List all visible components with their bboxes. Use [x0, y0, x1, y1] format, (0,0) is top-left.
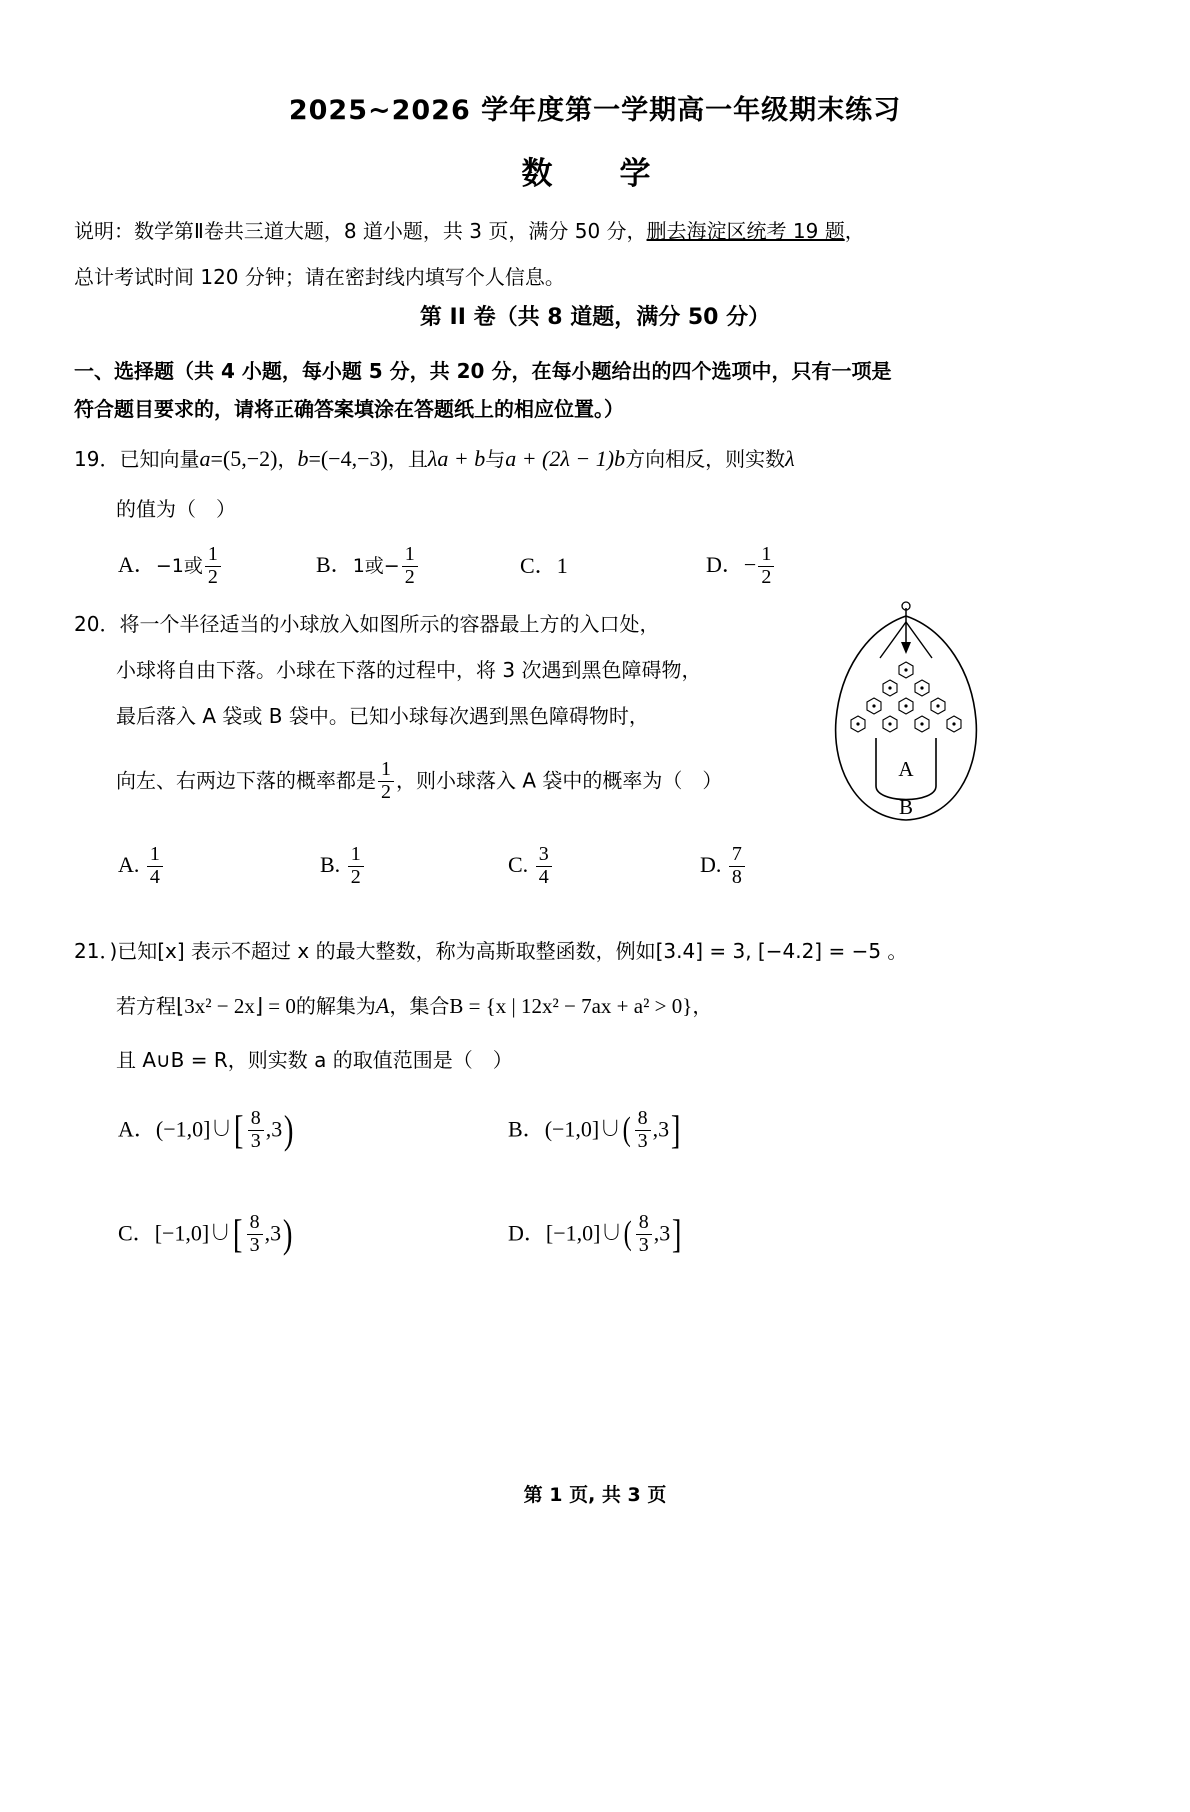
question-21-stem-line-1	[74, 935, 907, 964]
question-19-option-a[interactable]	[118, 545, 223, 589]
q20-opt-d-fraction	[729, 844, 745, 888]
q21-opt-c-denominator: 3	[247, 1234, 263, 1257]
q19-t3: 与	[485, 447, 506, 471]
q20-opt-d-denominator: 8	[729, 866, 745, 889]
container-diagram-svg	[806, 600, 1006, 840]
q21-opt-c-label: C．	[118, 1220, 155, 1246]
note-line1-tail: ，	[844, 219, 865, 243]
exam-note-line-2: 总计考试时间 120 分钟；请在密封线内填写个人信息。	[74, 265, 565, 289]
obstacle-texture	[856, 668, 955, 725]
question-20-number: 20．	[74, 612, 120, 636]
question-21-option-c[interactable]	[118, 1212, 294, 1259]
q21-opt-d-fraction	[636, 1212, 652, 1256]
q21-l2-t3: ，集合	[389, 994, 450, 1018]
q20-opt-b-label: B.	[320, 852, 341, 878]
question-20-option-b[interactable]	[320, 845, 366, 889]
exam-note-line-1	[74, 208, 865, 254]
q21-opt-a-open-bracket: [	[234, 1107, 244, 1152]
question-20-stem-line-1	[74, 608, 659, 637]
q20-opt-b-fraction	[348, 844, 364, 888]
q21-opt-b-label: B．	[508, 1116, 545, 1142]
q21-opt-a-fraction	[248, 1108, 264, 1152]
q20-probability-fraction	[378, 759, 394, 803]
q20-opt-d-label: D.	[700, 852, 722, 878]
question-19-stem-line-1	[74, 443, 795, 472]
q20-prob-denominator: 2	[378, 781, 394, 804]
q19-eq2: =	[308, 446, 321, 471]
q21-opt-d-close-bracket: ]	[672, 1211, 682, 1256]
q21-opt-d-tail: ,3	[653, 1220, 671, 1246]
q21-opt-d-head: [−1,0]∪	[545, 1220, 623, 1246]
obstacle-rows	[851, 662, 961, 732]
section-heading-line-1: 一、选择题（共 4 小题，每小题 5 分，共 20 分，在每小题给出的四个选项中，只有一项是	[74, 359, 892, 383]
q19-expr-1: λa + b	[427, 446, 486, 471]
q19-lambda: λ	[785, 446, 795, 471]
page-title: 2025~2026 学年度第一学期高一年级期末练习	[288, 95, 902, 126]
q21-opt-a-close-bracket: )	[284, 1107, 294, 1152]
q20-opt-d-numerator: 7	[731, 843, 742, 865]
q19-opt-a-denominator: 2	[205, 566, 221, 589]
q21-opt-d-numerator: 8	[638, 1211, 649, 1234]
question-20-stem-line-4	[116, 760, 722, 804]
q19-opt-b-fraction	[402, 544, 418, 588]
q20-opt-a-numerator: 1	[149, 843, 160, 865]
q21-opt-a-tail: ,3	[265, 1116, 283, 1142]
ball-drop-container-figure	[806, 600, 1006, 840]
q21-opt-c-head: [−1,0]∪	[154, 1220, 232, 1246]
q21-opt-b-fraction	[635, 1108, 651, 1152]
q21-line1: )已知[x] 表示不超过 x 的最大整数，称为高斯取整函数，例如[3.4] = 3, [−4.2] = −5 。	[109, 939, 908, 963]
q19-opt-c-label: C．	[520, 553, 557, 578]
q19-comma1: ，	[277, 447, 298, 471]
question-20-option-c[interactable]	[508, 845, 554, 889]
q21-l2-t4: ，	[692, 994, 713, 1018]
q19-expr-2: a + (2λ − 1)b	[505, 446, 626, 471]
q19-opt-a-pre: −1或	[155, 555, 203, 578]
q20-line4-a: 向左、右两边下落的概率都是	[116, 768, 376, 793]
question-20-stem-line-3: 最后落入 A 袋或 B 袋中。已知小球每次遇到黑色障碍物时，	[116, 704, 649, 728]
q19-t2: 且	[407, 447, 428, 471]
entry-arrow-head	[901, 642, 911, 654]
q21-l2-t2: 的解集为	[295, 994, 376, 1018]
q19-t4: 方向相反，则实数	[625, 447, 786, 471]
q19-comma2: ，	[387, 447, 408, 471]
q20-opt-a-denominator: 4	[147, 866, 163, 889]
q20-opt-c-denominator: 4	[536, 866, 552, 889]
question-20-option-a[interactable]	[118, 845, 165, 889]
q21-set-a: A	[375, 993, 390, 1018]
q19-opt-d-numerator: 1	[761, 543, 772, 565]
question-19-stem-line-2: 的值为（ ）	[116, 497, 236, 521]
q21-opt-d-denominator: 3	[636, 1234, 652, 1257]
q21-set-b: B = {x | 12x² − 7ax + a² > 0}	[449, 994, 693, 1018]
q19-t1: 已知向量	[119, 447, 200, 471]
q19-opt-d-label: D．	[706, 552, 744, 578]
note-line1-text: 说明：数学第Ⅱ卷共三道大题，8 道小题，共 3 页，满分 50 分，	[74, 219, 647, 243]
question-21-number: 21．	[74, 939, 110, 963]
q19-opt-d-denominator: 2	[758, 566, 774, 589]
q21-opt-b-open-paren: (	[622, 1110, 631, 1148]
q19-vector-b: b	[297, 446, 309, 471]
q21-opt-b-tail: ,3	[652, 1116, 670, 1142]
q21-opt-a-numerator: 8	[250, 1107, 261, 1130]
q19-opt-d-pre: −	[743, 552, 757, 578]
question-21-option-b[interactable]	[508, 1108, 682, 1155]
question-19-option-b[interactable]	[316, 545, 420, 589]
question-21-option-a[interactable]	[118, 1108, 296, 1155]
q19-vector-a: a	[199, 446, 211, 471]
q21-opt-d-open-paren: (	[624, 1214, 633, 1252]
q19-opt-d-fraction	[758, 544, 774, 588]
q19-opt-c-value: 1	[556, 553, 568, 578]
question-19-number: 19．	[74, 447, 120, 471]
q21-floor-equation: ⌊3x² − 2x⌋ = 0	[176, 994, 296, 1018]
q20-line1: 将一个半径适当的小球放入如图所示的容器最上方的入口处，	[119, 612, 660, 636]
q19-opt-b-label: B．	[316, 552, 353, 578]
q20-opt-c-numerator: 3	[538, 843, 549, 865]
q20-opt-c-label: C.	[508, 852, 529, 878]
q21-opt-c-tail: ,3	[264, 1220, 282, 1246]
q20-line4-b: ，则小球落入 A 袋中的概率为（ ）	[396, 768, 723, 793]
volume-heading: 第 II 卷（共 8 道题，满分 50 分）	[419, 305, 771, 330]
page-footer: 第 1 页, 共 3 页	[523, 1484, 667, 1506]
question-19-option-c[interactable]	[520, 549, 568, 580]
subject-title: 数 学	[521, 156, 669, 192]
q19-eq1: =	[210, 446, 223, 471]
q21-l2-t1: 若方程	[116, 994, 176, 1018]
question-21-option-d[interactable]	[508, 1212, 684, 1259]
q21-opt-b-head: (−1,0]∪	[544, 1116, 622, 1142]
question-19-option-d[interactable]	[706, 545, 776, 589]
bag-a-label: A	[898, 757, 914, 781]
q21-opt-c-fraction	[247, 1212, 263, 1256]
q21-opt-c-open-bracket: [	[233, 1211, 243, 1256]
question-20-stem-line-2: 小球将自由下落。小球在下落的过程中，将 3 次遇到黑色障碍物，	[116, 658, 702, 682]
obstacle-row-4	[851, 716, 961, 732]
note-line1-underlined: 删去海淀区统考 19 题	[646, 219, 845, 243]
q20-opt-a-fraction	[147, 844, 163, 888]
q20-prob-numerator: 1	[381, 758, 391, 780]
q19-opt-a-numerator: 1	[207, 543, 218, 565]
question-20-option-d[interactable]	[700, 845, 747, 889]
q21-opt-b-denominator: 3	[635, 1130, 651, 1153]
q19-opt-b-numerator: 1	[404, 543, 415, 565]
q21-opt-c-numerator: 8	[249, 1211, 260, 1234]
q19-opt-b-pre: 1或−	[352, 555, 400, 578]
bag-b-label: B	[898, 795, 914, 819]
q21-opt-a-denominator: 3	[248, 1130, 264, 1153]
q19-opt-a-fraction	[205, 544, 221, 588]
q21-opt-c-close-bracket: )	[282, 1211, 293, 1256]
q21-opt-b-close-bracket: ]	[670, 1107, 681, 1152]
question-21-stem-line-2	[116, 990, 712, 1019]
q19-value-a: (5,−2)	[222, 446, 278, 471]
q21-opt-a-head: (−1,0]∪	[155, 1116, 233, 1142]
q21-opt-a-label: A．	[118, 1116, 156, 1142]
q20-opt-a-label: A.	[118, 852, 140, 878]
section-heading-line-2: 符合题目要求的，请将正确答案填涂在答题纸上的相应位置。）	[74, 397, 624, 421]
question-21-stem-line-3: 且 A∪B = R，则实数 a 的取值范围是（ ）	[116, 1048, 513, 1072]
q19-value-b: (−4,−3)	[320, 446, 388, 471]
q21-opt-b-numerator: 8	[637, 1107, 648, 1130]
q21-opt-d-label: D．	[508, 1220, 546, 1246]
q19-opt-a-label: A．	[118, 552, 156, 578]
q19-opt-b-denominator: 2	[402, 566, 418, 589]
q20-opt-b-numerator: 1	[350, 843, 361, 865]
q20-opt-c-fraction	[536, 844, 552, 888]
q20-opt-b-denominator: 2	[348, 866, 364, 889]
